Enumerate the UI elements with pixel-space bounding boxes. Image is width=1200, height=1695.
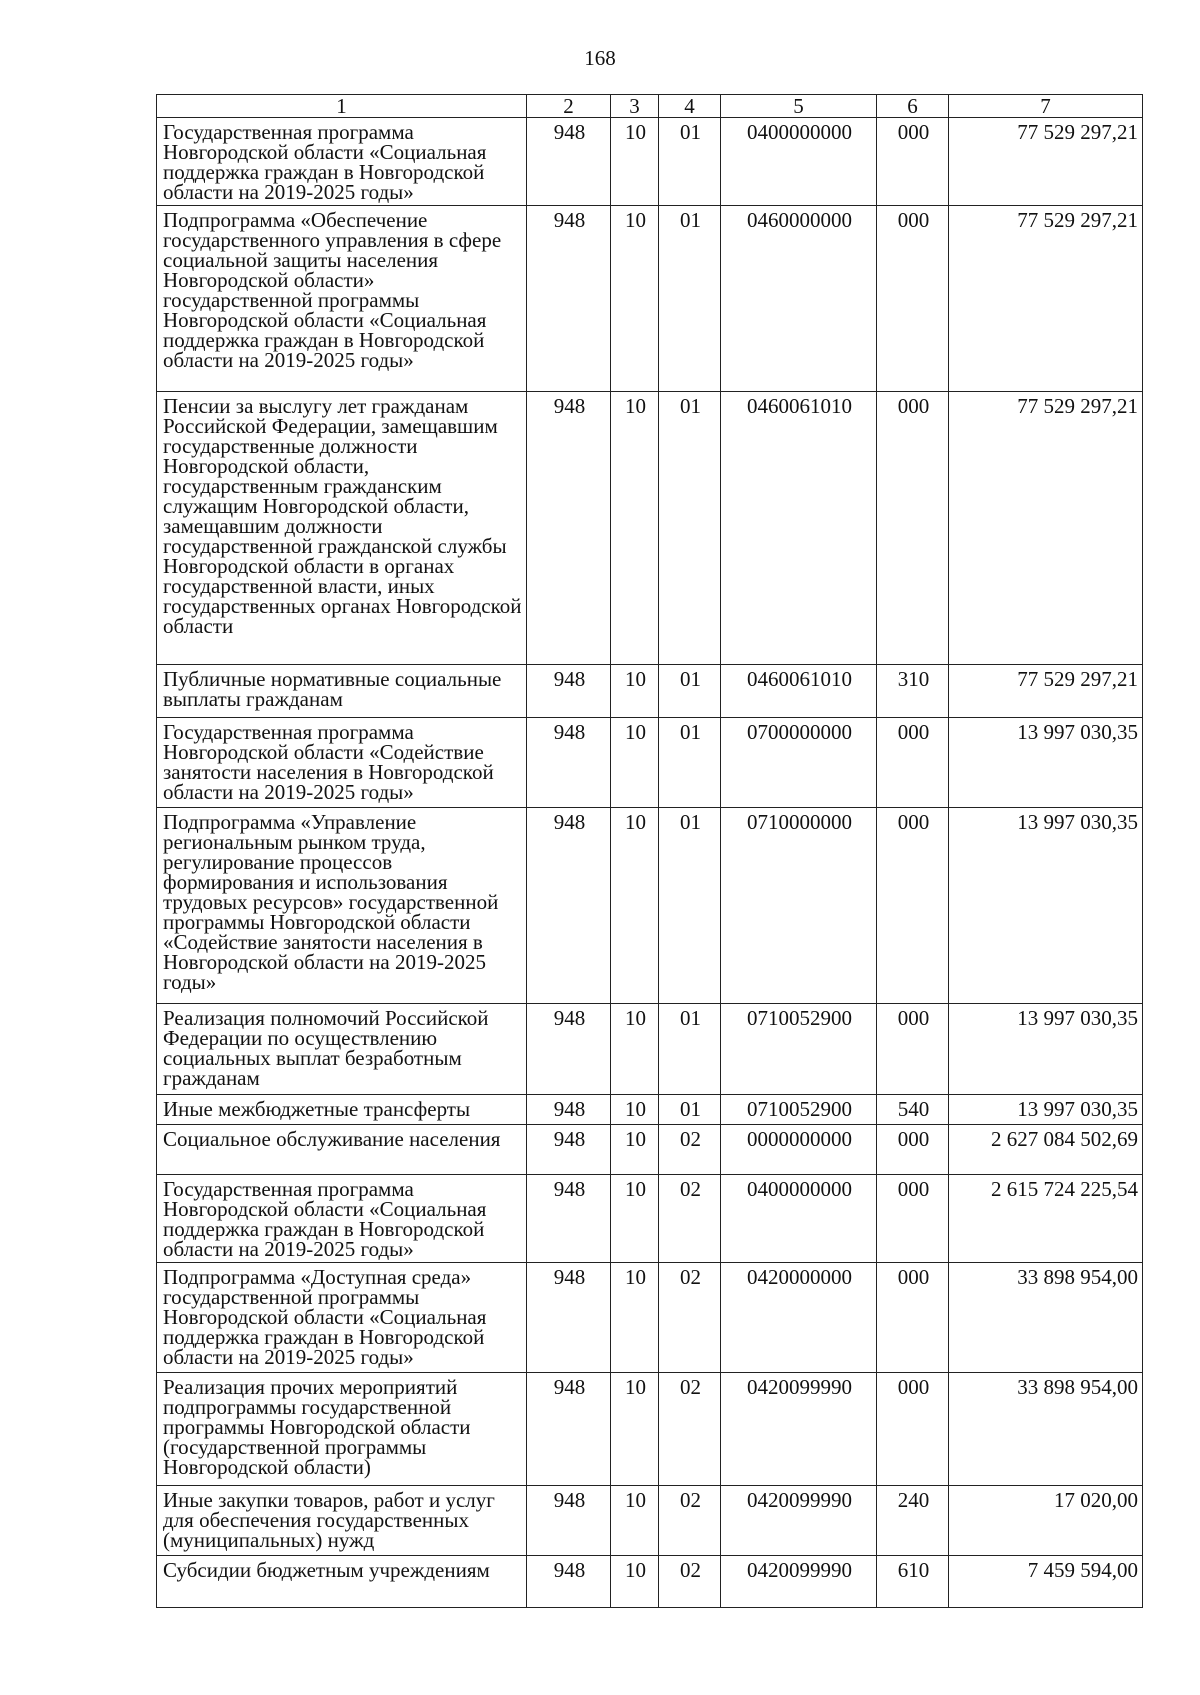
cell-c3: 10: [611, 718, 659, 808]
cell-c2: 948: [527, 1095, 611, 1125]
cell-c4: 02: [659, 1263, 721, 1373]
cell-c4: 02: [659, 1125, 721, 1175]
table-row: [157, 1004, 1143, 1095]
cell-c2: 948: [527, 118, 611, 206]
cell-c5: 0000000000: [721, 1125, 877, 1175]
table-row: [157, 808, 1143, 1004]
cell-c4: 01: [659, 118, 721, 206]
cell-name: Подпрограмма «Управление региональным рынком труда, регулирование процессов формирования и использования трудовых ресурсов» государственной программы Новгородской области «Содействие занятости населения в Новгородской области на 2019-2025 годы»: [157, 808, 527, 1004]
cell-c6: 000: [877, 718, 949, 808]
cell-c3: 10: [611, 1373, 659, 1486]
cell-c5: 0700000000: [721, 718, 877, 808]
cell-c3: 10: [611, 665, 659, 718]
cell-c2: 948: [527, 1373, 611, 1486]
cell-name: Социальное обслуживание населения: [157, 1125, 527, 1175]
cell-c5: 0460000000: [721, 206, 877, 392]
header-col-1: 1: [157, 95, 527, 118]
cell-c6: 000: [877, 1373, 949, 1486]
table-row: [157, 1095, 1143, 1125]
cell-name: Государственная программа Новгородской области «Социальная поддержка граждан в Новгородской области на 2019-2025 годы»: [157, 118, 527, 206]
cell-c6: 000: [877, 118, 949, 206]
cell-c4: 02: [659, 1373, 721, 1486]
cell-c4: 01: [659, 392, 721, 665]
cell-c7: 77 529 297,21: [949, 665, 1143, 718]
header-col-7: 7: [949, 95, 1143, 118]
table-row: [157, 1373, 1143, 1486]
cell-name: Подпрограмма «Доступная среда» государственной программы Новгородской области «Социальная поддержка граждан в Новгородской области на 2019-2025 годы»: [157, 1263, 527, 1373]
cell-c6: 540: [877, 1095, 949, 1125]
cell-c4: 01: [659, 808, 721, 1004]
table-row: [157, 1486, 1143, 1556]
cell-c2: 948: [527, 665, 611, 718]
table-row: [157, 718, 1143, 808]
cell-c4: 01: [659, 1095, 721, 1125]
table-row: [157, 1263, 1143, 1373]
table-row: [157, 1556, 1143, 1608]
cell-c6: 000: [877, 1125, 949, 1175]
cell-c6: 000: [877, 206, 949, 392]
cell-c5: 0420099990: [721, 1486, 877, 1556]
cell-c3: 10: [611, 1004, 659, 1095]
table-row: [157, 1175, 1143, 1263]
cell-c6: 000: [877, 1175, 949, 1263]
cell-c3: 10: [611, 392, 659, 665]
header-col-5: 5: [721, 95, 877, 118]
cell-c6: 610: [877, 1556, 949, 1608]
header-col-4: 4: [659, 95, 721, 118]
cell-c3: 10: [611, 1175, 659, 1263]
cell-c2: 948: [527, 1004, 611, 1095]
page-number: 168: [584, 46, 616, 70]
cell-c4: 01: [659, 718, 721, 808]
cell-c7: 13 997 030,35: [949, 718, 1143, 808]
cell-c7: 77 529 297,21: [949, 392, 1143, 665]
cell-c3: 10: [611, 1125, 659, 1175]
table-row: [157, 1125, 1143, 1175]
cell-c2: 948: [527, 1175, 611, 1263]
cell-c7: 17 020,00: [949, 1486, 1143, 1556]
cell-c6: 000: [877, 392, 949, 665]
cell-c3: 10: [611, 1263, 659, 1373]
cell-c7: 33 898 954,00: [949, 1263, 1143, 1373]
cell-c5: 0420099990: [721, 1373, 877, 1486]
cell-c4: 01: [659, 665, 721, 718]
cell-c5: 0710052900: [721, 1095, 877, 1125]
header-col-3: 3: [611, 95, 659, 118]
cell-c7: 13 997 030,35: [949, 808, 1143, 1004]
header-col-6: 6: [877, 95, 949, 118]
cell-c3: 10: [611, 118, 659, 206]
cell-c5: 0460061010: [721, 665, 877, 718]
cell-c2: 948: [527, 1486, 611, 1556]
cell-name: Публичные нормативные социальные выплаты гражданам: [157, 665, 527, 718]
cell-c3: 10: [611, 1095, 659, 1125]
cell-c7: 7 459 594,00: [949, 1556, 1143, 1608]
cell-c6: 000: [877, 808, 949, 1004]
table-row: [157, 392, 1143, 665]
table-row: [157, 665, 1143, 718]
cell-c3: 10: [611, 808, 659, 1004]
cell-c5: 0420099990: [721, 1556, 877, 1608]
header-row: [157, 95, 1143, 118]
cell-c7: 13 997 030,35: [949, 1004, 1143, 1095]
cell-c7: 77 529 297,21: [949, 118, 1143, 206]
cell-c2: 948: [527, 808, 611, 1004]
cell-c5: 0710052900: [721, 1004, 877, 1095]
cell-c5: 0400000000: [721, 118, 877, 206]
cell-name: Реализация полномочий Российской Федерации по осуществлению социальных выплат безработным гражданам: [157, 1004, 527, 1095]
cell-name: Государственная программа Новгородской области «Содействие занятости населения в Новгородской области на 2019-2025 годы»: [157, 718, 527, 808]
cell-c3: 10: [611, 1556, 659, 1608]
cell-c7: 33 898 954,00: [949, 1373, 1143, 1486]
cell-name: Государственная программа Новгородской области «Социальная поддержка граждан в Новгородской области на 2019-2025 годы»: [157, 1175, 527, 1263]
cell-c4: 01: [659, 1004, 721, 1095]
cell-c6: 000: [877, 1004, 949, 1095]
cell-c4: 02: [659, 1556, 721, 1608]
cell-c2: 948: [527, 206, 611, 392]
cell-name: Субсидии бюджетным учреждениям: [157, 1556, 527, 1608]
cell-c7: 77 529 297,21: [949, 206, 1143, 392]
cell-c3: 10: [611, 1486, 659, 1556]
header-col-2: 2: [527, 95, 611, 118]
cell-name: Реализация прочих мероприятий подпрограммы государственной программы Новгородской области (государственной программы Новгородской области): [157, 1373, 527, 1486]
cell-name: Иные закупки товаров, работ и услуг для обеспечения государственных (муниципальных) нужд: [157, 1486, 527, 1556]
cell-c2: 948: [527, 1556, 611, 1608]
cell-c5: 0460061010: [721, 392, 877, 665]
cell-c6: 240: [877, 1486, 949, 1556]
cell-c2: 948: [527, 718, 611, 808]
budget-table: [156, 94, 1143, 1608]
cell-c4: 02: [659, 1175, 721, 1263]
cell-c5: 0420000000: [721, 1263, 877, 1373]
cell-c7: 2 627 084 502,69: [949, 1125, 1143, 1175]
cell-c2: 948: [527, 1125, 611, 1175]
cell-c2: 948: [527, 392, 611, 665]
cell-c7: 13 997 030,35: [949, 1095, 1143, 1125]
cell-c5: 0710000000: [721, 808, 877, 1004]
cell-name: Пенсии за выслугу лет гражданам Российской Федерации, замещавшим государственные должности Новгородской области, государственным гражданским служащим Новгородской области, замещавшим должности государственной гражданской службы Новгородской области в органах государственной власти, иных государственных органах Новгородской области: [157, 392, 527, 665]
cell-c2: 948: [527, 1263, 611, 1373]
cell-c5: 0400000000: [721, 1175, 877, 1263]
cell-c3: 10: [611, 206, 659, 392]
cell-c6: 310: [877, 665, 949, 718]
cell-c4: 02: [659, 1486, 721, 1556]
cell-c4: 01: [659, 206, 721, 392]
cell-name: Иные межбюджетные трансферты: [157, 1095, 527, 1125]
cell-c6: 000: [877, 1263, 949, 1373]
table-row: [157, 206, 1143, 392]
table-row: [157, 118, 1143, 206]
cell-name: Подпрограмма «Обеспечение государственного управления в сфере социальной защиты населения Новгородской области» государственной программы Новгородской области «Социальная поддержка граждан в Новгородской области на 2019-2025 годы»: [157, 206, 527, 392]
cell-c7: 2 615 724 225,54: [949, 1175, 1143, 1263]
